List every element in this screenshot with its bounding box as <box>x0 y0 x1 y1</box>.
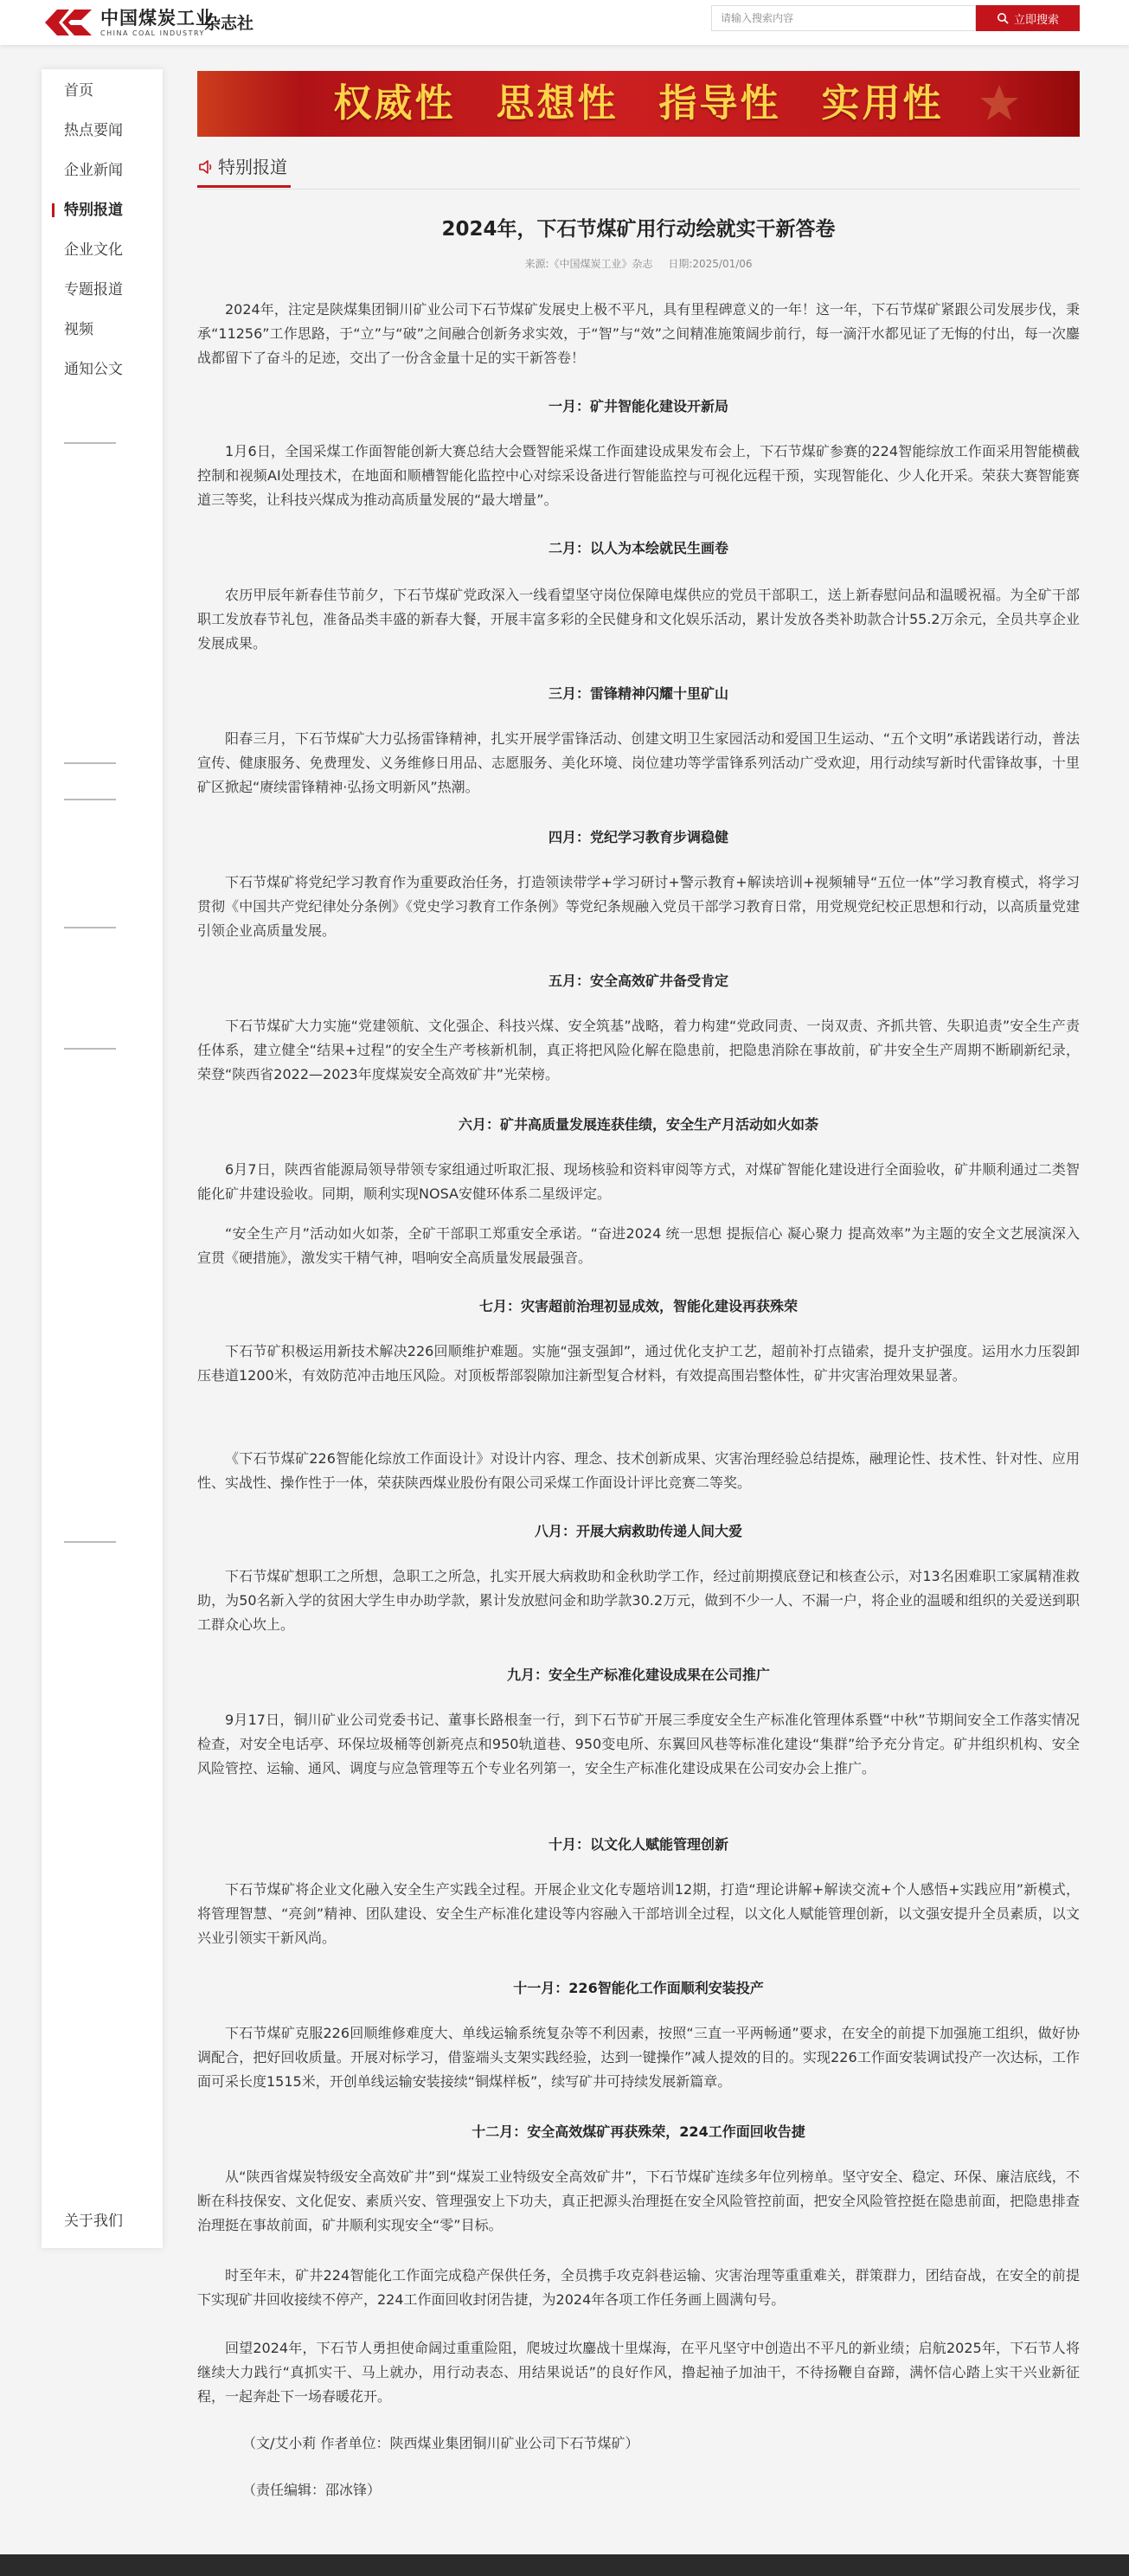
sidebar-item-topics[interactable]: 专题报道 <box>64 281 123 299</box>
site-logo[interactable] <box>42 5 215 40</box>
sidebar-item-special-report[interactable]: 特别报道 <box>42 197 163 223</box>
section-heading: 五月：安全高效矿井备受肯定 <box>548 973 728 989</box>
editor-line: （责任编辑：邵冰锋） <box>242 2482 382 2498</box>
article-meta <box>197 256 1080 271</box>
paragraph: 农历甲辰年新春佳节前夕，下石节煤矿党政深入一线看望坚守岗位保障电煤供应的党员干部职工，送上新春慰问品和温暖祝福。为全矿干部职工发放春节礼包，准备品类丰盛的新春大餐，开展丰富多彩的全民健身和文化娱乐活动，累计发放各类补助款合计55.2万余元，全员共享企业发展成果。 <box>197 587 1080 652</box>
paragraph: 《下石节煤矿226智能化综放工作面设计》对设计内容、理念、技术创新成果、灾害治理经验总结提炼，融理论性、技术性、针对性、应用性、实战性、操作性于一体，荣获陕西煤业股份有限公司采煤工作面设计评比竞赛二等奖。 <box>197 1450 1080 1491</box>
paragraph: 下石节煤矿将党纪学习教育作为重要政治任务，打造领读带学+学习研讨+警示教育+解读培训+视频辅导“五位一体”学习教育模式，将学习贯彻《中国共产党纪律处分条例》《党史学习教育工作条例》等党纪条规融入党员干部学习教育日常，用党规党纪校正思想和行动，以高质量党建引领企业高质量发展。 <box>197 874 1080 939</box>
section-heading: 六月：矿井高质量发展连获佳绩，安全生产月活动如火如荼 <box>458 1116 818 1133</box>
section-heading: 十二月：安全高效煤矿再获殊荣，224工作面回收告捷 <box>471 2123 805 2140</box>
paragraph: 2024年，注定是陕煤集团铜川矿业公司下石节煤矿发展史上极不平凡，具有里程碑意义的一年！这一年，下石节煤矿紧跟公司发展步伐，秉承“11256”工作思路，于“立”与“破”之间融合创新务求实效，于“智”与“效”之间精准施策阔步前行，每一滴汗水都见证了无悔的付出，每一次鏖战都留下了奋斗的足迹，交出了一份含金量十足的实干新答卷！ <box>197 301 1080 366</box>
paragraph: 下石节煤矿将企业文化融入安全生产实践全过程。开展企业文化专题培训12期，打造“理论讲解+解读交流+个人感悟+实践应用”新模式，将管理智慧、“亮剑”精神、团队建设、安全生产标准化建设等内容融入干部培训全过程，以文化人赋能管理创新，以文强安提升全员素质，以文兴业引领实干新风尚。 <box>197 1881 1080 1946</box>
section-heading: 七月：灾害超前治理初显成效，智能化建设再获殊荣 <box>478 1298 798 1314</box>
paragraph: 6月7日，陕西省能源局领导带领专家组通过听取汇报、现场核验和资料审阅等方式，对煤矿智能化建设进行全面验收，矿井顺利通过二类智能化矿井建设验收。同期，顺利实现NOSA安健环体系二星级评定。 <box>197 1161 1080 1202</box>
faint-divider <box>64 1540 116 1544</box>
article-source: 来源:《中国煤炭工业》杂志 <box>524 258 653 270</box>
paragraph: 1月6日，全国采煤工作面智能创新大赛总结大会暨智能采煤工作面建设成果发布会上，下石节煤矿参赛的224智能综放工作面采用智能横截控制和视频AI处理技术，在地面和顺槽智能化监控中心对综采设备进行智能监控与可视化远程干预，实现智能化、少人化开采。荣获大赛智能赛道三等奖，让科技兴煤成为推动高质量发展的“最大增量”。 <box>197 443 1080 508</box>
section-heading: 十月：以文化人赋能管理创新 <box>548 1836 728 1853</box>
sidebar-item-company-news[interactable]: 企业新闻 <box>64 162 123 179</box>
section-heading: 三月：雷锋精神闪耀十里矿山 <box>548 685 728 702</box>
sidebar-item-home[interactable]: 首页 <box>64 82 93 100</box>
search-button[interactable] <box>976 5 1080 31</box>
paragraph: 阳春三月，下石节煤矿大力弘扬雷锋精神，扎实开展学雷锋活动、创建文明卫生家园活动和爱国卫生运动、“五个文明”承诺践诺行动，普法宣传、健康服务、免费理发、义务维修日用品、志愿服务、美化环境、岗位建功等学雷锋系列活动广受欢迎，用行动续写新时代雷锋故事，十里矿区掀起“赓续雷锋精神·弘扬文明新风”热潮。 <box>197 730 1080 795</box>
section-title-text: 特别报道 <box>218 157 287 177</box>
faint-divider <box>64 441 116 445</box>
sidebar-item-culture[interactable]: 企业文化 <box>64 241 123 259</box>
logo-magazine-label: 杂志社 <box>204 14 254 33</box>
paragraph: 时至年末，矿井224智能化工作面完成稳产保供任务，全员携手攻克斜巷运输、灾害治理等重重难关，群策群力，团结奋战，在安全的前提下实现矿井回收接续不停产，224工作面回收封闭告捷，为2024年各项工作任务画上圆满句号。 <box>197 2267 1080 2308</box>
page-footer <box>0 2554 1129 2576</box>
slogan-banner <box>197 71 1080 137</box>
section-heading: 二月：以人为本绘就民生画卷 <box>548 540 728 556</box>
speaker-icon <box>197 158 215 176</box>
paragraph: 下石节煤矿想职工之所想，急职工之所急，扎实开展大病救助和金秋助学工作，经过前期摸底登记和核查公示，对13名困难职工家属精准救助，为50名新入学的贫困大学生申办助学款，累计发放慰问金和助学款30.2万元，做到不少一人、不漏一户，将企业的温暖和组织的关爱送到职工群众心坎上。 <box>197 1568 1080 1633</box>
paragraph: 下石节煤矿大力实施“党建领航、文化强企、科技兴煤、安全筑基”战略，着力构建“党政同责、一岗双责、齐抓共管、失职追责”安全生产责任体系，建立健全“结果+过程”的安全生产考核新机制，真正将把风险化解在隐患前，把隐患消除在事故前，矿井安全生产周期不断刷新纪录，荣登“陕西省2022—2023年度煤炭安全高效矿井”光荣榜。 <box>197 1018 1080 1082</box>
faint-divider <box>64 1047 116 1050</box>
faint-divider <box>64 761 116 765</box>
sidebar <box>42 69 163 2248</box>
section-heading: 四月：党纪学习教育步调稳健 <box>548 829 728 845</box>
sidebar-item-video[interactable]: 视频 <box>64 321 93 338</box>
section-heading: 十一月：226智能化工作面顺利安装投产 <box>513 1980 764 1996</box>
section-title <box>197 149 291 188</box>
sidebar-item-hot-news[interactable]: 热点要闻 <box>64 122 123 139</box>
logo-icon <box>42 6 95 39</box>
sidebar-item-about-us[interactable]: 关于我们 <box>64 2213 123 2230</box>
section-heading: 九月：安全生产标准化建设成果在公司推广 <box>506 1667 770 1683</box>
paragraph: 9月17日，铜川矿业公司党委书记、董事长路根奎一行，到下石节矿开展三季度安全生产标准化管理体系暨“中秋”节期间安全工作落实情况检查，对安全电话亭、环保垃圾桶等创新亮点和950轨道巷、950变电所、东翼回风巷等标准化建设“集群”给予充分肯定。矿井组织机构、安全风险管控、运输、通风、调度与应急管理等五个专业名列第一，安全生产标准化建设成果在公司安办会上推广。 <box>197 1712 1080 1776</box>
article-title: 2024年，下石节煤矿用行动绘就实干新答卷 <box>441 218 836 241</box>
author-line: （文/艾小莉 作者单位：陕西煤业集团铜川矿业公司下石节煤矿） <box>242 2435 639 2451</box>
top-header <box>0 0 1129 45</box>
paragraph: 下石节矿积极运用新技术解决226回顺维护难题。实施“强支强卸”，通过优化支护工艺，超前补打点锚索，提升支护强度。运用水力压裂卸压巷道1200米，有效防范冲击地压风险。对顶板帮部裂隙加注新型复合材料，有效提高围岩整体性，矿井灾害治理效果显著。 <box>197 1343 1080 1384</box>
paragraph: 下石节煤矿克服226回顺维修难度大、单线运输系统复杂等不利因素，按照“三直一平两畅通”要求，在安全的前提下加强施工组织，做好协调配合，把好回收质量。开展对标学习，借鉴端头支架实践经验，达到一键操作”减人提效的目的。实现226工作面安装调试投产一次达标，工作面可采长度1515米，开创单线运输安装接续“铜煤样板”，续写矿井可持续发展新篇章。 <box>197 2025 1080 2090</box>
search-icon <box>997 12 1009 24</box>
search-input[interactable] <box>711 5 976 31</box>
article-date: 日期:2025/01/06 <box>668 258 753 270</box>
paragraph: 从“陕西省煤炭特级安全高效矿井”到“煤炭工业特级安全高效矿井”，下石节煤矿连续多年位列榜单。坚守安全、稳定、环保、廉洁底线，不断在科技保安、文化促安、素质兴安、管理强安上下功夫，真正把源头治理挺在安全风险管控前面，把安全风险管控挺在隐患前面，把隐患排查治理挺在事故前面，矿井顺利实现安全“零”目标。 <box>197 2168 1080 2233</box>
section-header <box>197 149 1080 190</box>
faint-divider <box>64 798 116 801</box>
faint-divider <box>64 926 116 929</box>
logo-english-name: CHINA COAL INDUSTRY <box>100 29 205 37</box>
paragraph-closing: 回望2024年，下石节人勇担使命阔过重重险阻，爬坡过坎鏖战十里煤海，在平凡坚守中创造出不平凡的新业绩；启航2025年，下石节人将继续大力践行“真抓实干、马上就办，用行动表态、用结果说话”的良好作风，撸起袖子加油干，不待扬鞭自奋蹄，满怀信心踏上实干兴业新征程，一起奔赴下一场春暖花开。 <box>197 2340 1080 2405</box>
section-heading: 八月：开展大病救助传递人间大爱 <box>534 1523 742 1539</box>
sidebar-item-notices[interactable]: 通知公文 <box>64 361 123 378</box>
paragraph: “安全生产月”活动如火如荼，全矿干部职工郑重安全承诺。“奋进2024 统一思想 提振信心 凝心聚力 提高效率”为主题的安全文艺展演深入宣贯《硬措施》，激发实干精气神，唱响安全高质量发展最强音。 <box>197 1225 1080 1266</box>
banner-slogan: 权威性 思想性 指导性 实用性 <box>333 81 944 125</box>
logo-chinese-name: 中国煤炭工业 <box>100 6 215 29</box>
section-heading: 一月：矿井智能化建设开新局 <box>548 398 728 414</box>
search-button-label: 立即搜索 <box>1013 13 1059 27</box>
